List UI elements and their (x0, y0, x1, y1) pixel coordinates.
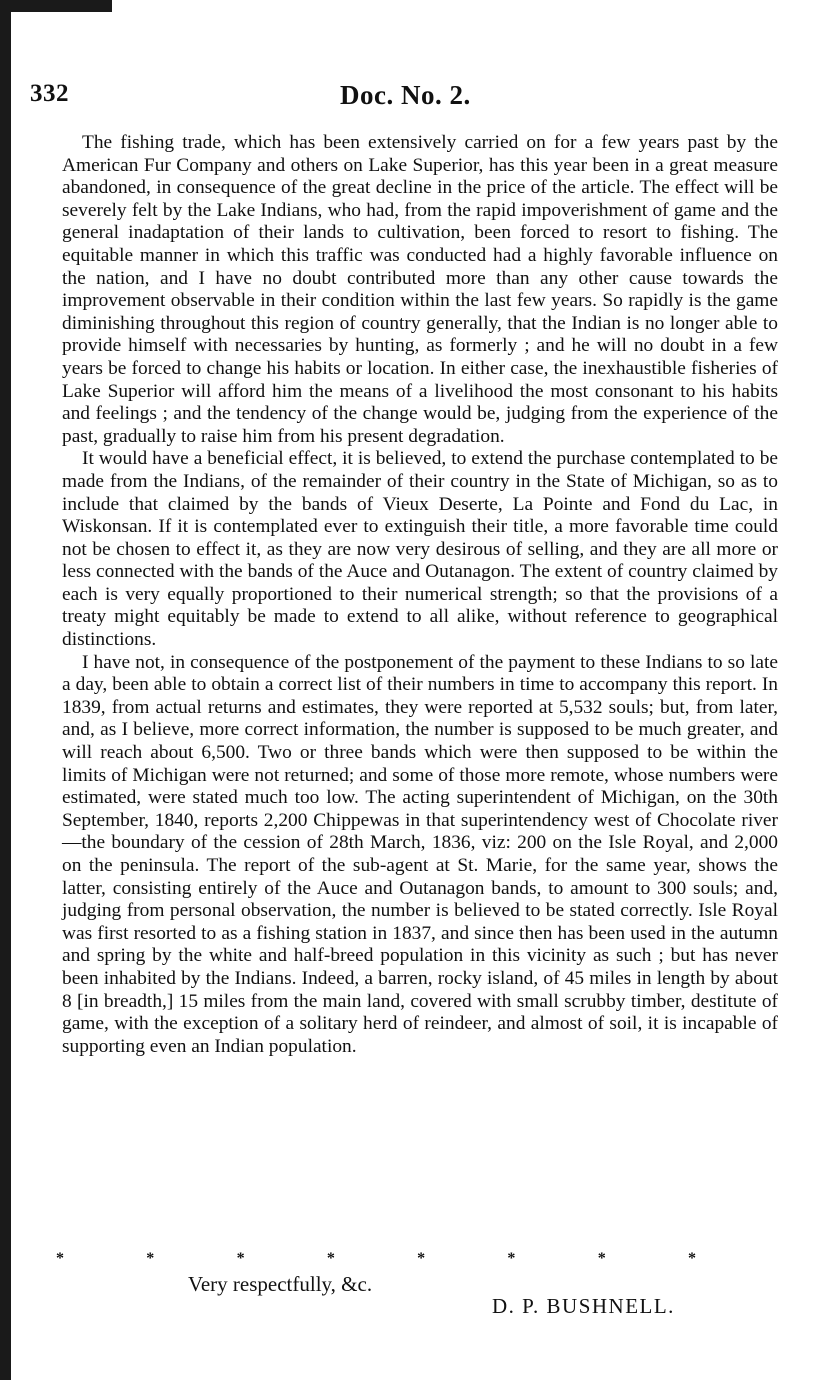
paragraph-population-report: I have not, in consequence of the postponement of the payment to these Indians to so late a day, been able to obtain a correct list of their numbers in time to accompany this report. In 1839, from actual returns and estimates, they were reported at 5,532 souls; but, from later, and, as I believe, more correct information, the number is supposed to be much greater, and will reach about 6,500. Two or three bands which were then supposed to be within the limits of Michigan were not returned; and some of those more remote, whose numbers were estimated, were stated much too low. The acting superintendent of Michigan, on the 30th September, 1840, reports 2,200 Chippewas in that superintendency west of Chocolate river—the boundary of the cession of 28th March, 1836, viz: 200 on the Isle Royal, and 2,000 on the peninsula. The report of the sub-agent at St. Marie, for the same year, shows the latter, consisting entirely of the Auce and Outanagon bands, to amount to 300 souls; and, judging from personal observation, the number is believed to be stated correctly. Isle Royal was first resorted to as a fishing station in 1837, and since then has been used in the autumn and spring by the white and half-breed population in this vicinity as such ; but has never been inhabited by the Indians. Indeed, a barren, rocky island, of 45 miles in length by about 8 [in breadth,] 15 miles from the main land, covered with small scrubby timber, destitute of game, with the exception of a solitary herd of reindeer, and almost of soil, it is incapable of supporting even an Indian population. (62, 651, 778, 1057)
separator-star: * (687, 1250, 696, 1267)
scan-left-border (0, 0, 11, 1380)
separator-star: * (326, 1250, 335, 1267)
document-title: Doc. No. 2. (340, 80, 471, 110)
separator-star: * (56, 1250, 64, 1267)
separator-star: * (597, 1250, 606, 1267)
page-header (30, 80, 778, 116)
signature: D. P. BUSHNELL. (492, 1294, 675, 1318)
separator-star: * (146, 1250, 155, 1267)
page-number: 332 (30, 80, 69, 107)
separator-star: * (507, 1250, 516, 1267)
body-text (62, 132, 778, 1058)
scan-top-border (0, 0, 112, 12)
paragraph-purchase-extension: It would have a beneficial effect, it is believed, to extend the purchase contemplated to be made from the Indians, of the remainder of their country in the State of Michigan, so as to include that claimed by the bands of Vieux Deserte, La Pointe and Fond du Lac, in Wiskonsan. If it is contemplated ever to extinguish their title, a more favorable time could not be chosen to effect it, as they are now very desirous of selling, and they are all more or less connected with the bands of the Auce and Outanagon. The extent of country claimed by each is very equally proportioned to their numerical strength; so that the provisions of a treaty might equitably be made to extend to all alike, without reference to geographical distinctions. (62, 448, 778, 651)
separator-star: * (417, 1250, 426, 1267)
paragraph-fishing-trade: The fishing trade, which has been extensively carried on for a few years past by the American Fur Company and others on Lake Superior, has this year been in a great measure abandoned, in consequence of the great decline in the price of the article. The effect will be severely felt by the Lake Indians, who had, from the rapid impoverishment of game and the general inadaptation of their lands to cultivation, been forced to resort to fishing. The equitable manner in which this traffic was conducted had a highly favorable influence on the nation, and I have no doubt contributed more than any other cause towards the improvement observable in their condition within the last few years. So rapidly is the game diminishing throughout this region of country generally, that the Indian is no longer able to provide himself with necessaries by hunting, as formerly ; and he will no doubt in a few years be forced to change his habits or location. In either case, the inexhaustible fisheries of Lake Superior will afford him the means of a livelihood the most consonant to his habits and feelings ; and the tendency of the change would be, judging from the experience of the past, gradually to raise him from his present degradation. (62, 132, 778, 447)
section-separator (56, 1250, 696, 1268)
closing-salutation: Very respectfully, &c. (188, 1272, 373, 1296)
separator-star: * (236, 1250, 245, 1267)
